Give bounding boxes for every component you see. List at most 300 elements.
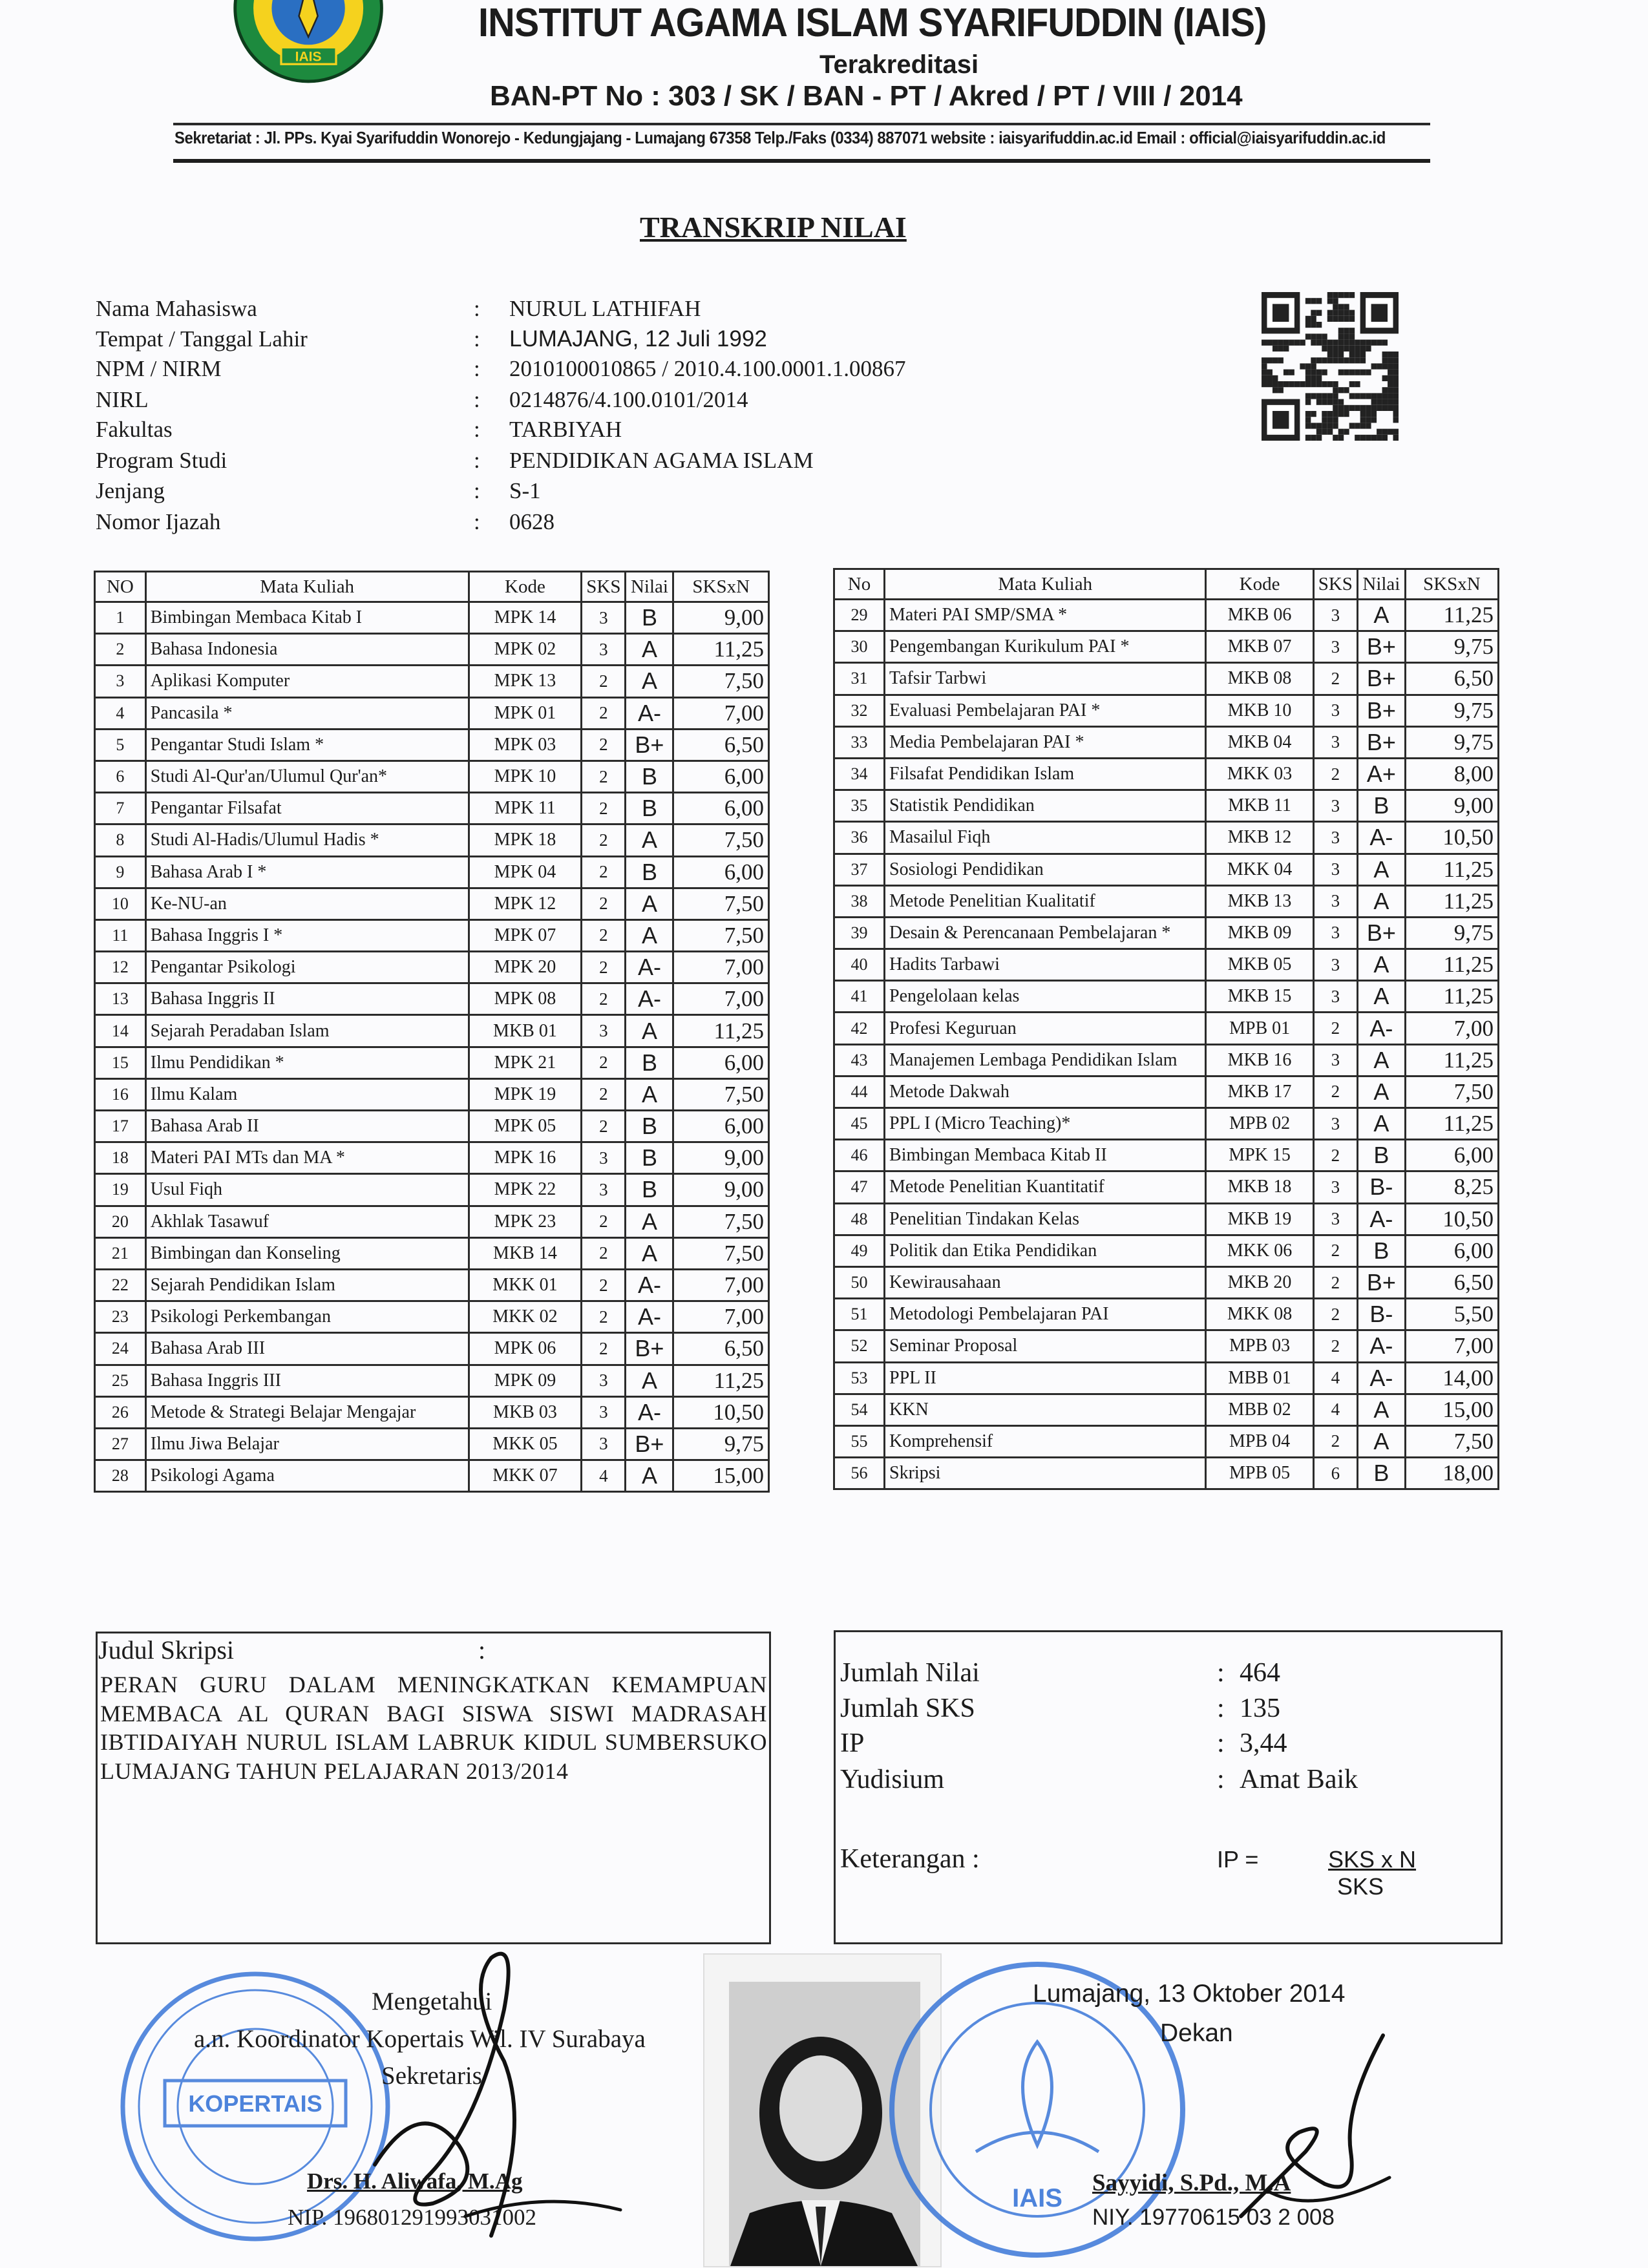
table-row <box>834 1362 1499 1394</box>
info-label: NIRL <box>96 387 149 412</box>
course-weighted: 9,00 <box>1405 790 1498 822</box>
info-colon: : <box>474 478 480 503</box>
column-header: Nilai <box>1357 569 1405 600</box>
course-grade: A <box>1357 1044 1405 1076</box>
course-code: MKB 03 <box>469 1396 582 1428</box>
course-weighted: 7,00 <box>673 952 769 983</box>
table-row <box>834 631 1499 663</box>
course-credits: 3 <box>1313 917 1357 949</box>
course-number: 10 <box>95 888 146 919</box>
course-name: Sosiologi Pendidikan <box>885 854 1206 885</box>
course-code: MPK 01 <box>469 697 582 729</box>
info-label: Nama Mahasiswa <box>96 296 257 321</box>
summary-colon: : <box>1217 1765 1225 1794</box>
course-weighted: 11,25 <box>673 1365 769 1396</box>
course-number: 38 <box>834 885 885 917</box>
course-credits: 2 <box>582 919 626 951</box>
course-grade: A- <box>1357 1203 1405 1235</box>
course-weighted: 5,50 <box>1405 1299 1498 1330</box>
table-row <box>95 1015 769 1047</box>
course-grade: A <box>626 1237 673 1269</box>
course-credits: 3 <box>1313 981 1357 1013</box>
grades-table-left <box>94 571 770 1493</box>
table-row <box>834 854 1499 885</box>
course-weighted: 6,50 <box>1405 663 1498 695</box>
course-number: 35 <box>834 790 885 822</box>
course-code: MKB 18 <box>1206 1171 1313 1203</box>
course-code: MKB 20 <box>1206 1266 1313 1298</box>
thesis-colon: : <box>478 1635 486 1664</box>
table-row <box>834 726 1499 758</box>
course-name: Bahasa Inggris III <box>145 1365 469 1396</box>
table-row <box>834 1458 1499 1489</box>
course-credits: 2 <box>582 888 626 919</box>
secretary-name: Drs. H. Aliwafa, M.Ag <box>307 2168 523 2194</box>
course-code: MPK 18 <box>469 824 582 856</box>
course-code: MKK 01 <box>469 1269 582 1301</box>
course-weighted: 6,00 <box>673 793 769 824</box>
course-number: 25 <box>95 1365 146 1396</box>
course-credits: 2 <box>582 1333 626 1365</box>
info-label: Jenjang <box>96 478 165 503</box>
column-header: Kode <box>469 572 582 602</box>
ip-formula-fraction <box>1328 1846 1417 1900</box>
column-header: No <box>834 569 885 600</box>
table-row <box>95 1174 769 1206</box>
course-name: Ilmu Jiwa Belajar <box>145 1428 469 1460</box>
course-code: MKB 13 <box>1206 885 1313 917</box>
column-header: NO <box>95 572 146 602</box>
course-name: Ke-NU-an <box>145 888 469 919</box>
table-row <box>834 917 1499 949</box>
course-number: 17 <box>95 1111 146 1142</box>
table-row <box>95 1460 769 1492</box>
student-info-row <box>96 356 1000 386</box>
course-code: MPK 22 <box>469 1174 582 1206</box>
course-weighted: 7,50 <box>673 919 769 951</box>
course-number: 53 <box>834 1362 885 1394</box>
course-weighted: 11,25 <box>1405 885 1498 917</box>
table-row <box>834 758 1499 790</box>
course-weighted: 7,50 <box>673 1237 769 1269</box>
coordinator-line: a.n. Koordinator Kopertais Wil. IV Surabaya <box>194 2025 646 2053</box>
formula-numerator: SKS x N <box>1328 1846 1417 1873</box>
course-code: MPK 11 <box>469 793 582 824</box>
info-value: S-1 <box>509 478 541 503</box>
info-colon: : <box>474 356 480 381</box>
course-credits: 3 <box>582 1365 626 1396</box>
summary-colon: : <box>1217 1658 1225 1688</box>
course-credits: 2 <box>582 666 626 697</box>
svg-text:KOPERTAIS: KOPERTAIS <box>188 2090 322 2117</box>
course-code: MKK 03 <box>1206 758 1313 790</box>
course-name: Ilmu Kalam <box>145 1078 469 1110</box>
course-grade: A <box>626 1206 673 1237</box>
table-row <box>834 1299 1499 1330</box>
course-number: 3 <box>95 666 146 697</box>
course-weighted: 10,50 <box>673 1396 769 1428</box>
dean-title: Dekan <box>1160 2019 1233 2047</box>
table-row <box>95 1301 769 1333</box>
course-number: 54 <box>834 1394 885 1425</box>
course-weighted: 8,25 <box>1405 1171 1498 1203</box>
course-code: MKB 14 <box>469 1237 582 1269</box>
course-name: KKN <box>885 1394 1206 1425</box>
course-grade: B <box>626 1142 673 1174</box>
info-label: NPM / NIRM <box>96 356 222 381</box>
course-number: 43 <box>834 1044 885 1076</box>
course-credits: 2 <box>582 983 626 1015</box>
course-credits: 2 <box>1313 1299 1357 1330</box>
course-grade: A- <box>626 1269 673 1301</box>
course-name: Skripsi <box>885 1458 1206 1489</box>
course-code: MKB 19 <box>1206 1203 1313 1235</box>
course-code: MPK 07 <box>469 919 582 951</box>
course-credits: 4 <box>1313 1394 1357 1425</box>
course-grade: A- <box>1357 822 1405 854</box>
course-number: 11 <box>95 919 146 951</box>
course-name: Pengembangan Kurikulum PAI * <box>885 631 1206 663</box>
course-name: Hadits Tarbawi <box>885 949 1206 981</box>
course-code: MPK 20 <box>469 952 582 983</box>
course-number: 44 <box>834 1076 885 1108</box>
course-credits: 3 <box>1313 1108 1357 1140</box>
course-grade: A <box>1357 1076 1405 1108</box>
course-weighted: 9,75 <box>1405 917 1498 949</box>
table-row <box>95 1142 769 1174</box>
course-name: Pengantar Psikologi <box>145 952 469 983</box>
summary-row <box>840 1764 1486 1800</box>
course-credits: 3 <box>1313 885 1357 917</box>
column-header: SKS <box>582 572 626 602</box>
course-code: MPK 16 <box>469 1142 582 1174</box>
summary-row <box>840 1657 1486 1693</box>
course-code: MKK 04 <box>1206 854 1313 885</box>
course-code: MPK 05 <box>469 1111 582 1142</box>
course-credits: 2 <box>1313 1076 1357 1108</box>
column-header: SKS <box>1313 569 1357 600</box>
column-header: Kode <box>1206 569 1313 600</box>
course-name: Pengantar Filsafat <box>145 793 469 824</box>
course-name: Evaluasi Pembelajaran PAI * <box>885 695 1206 726</box>
course-credits: 3 <box>1313 1203 1357 1235</box>
course-number: 7 <box>95 793 146 824</box>
svg-text:IAIS: IAIS <box>1012 2184 1062 2212</box>
course-credits: 2 <box>1313 758 1357 790</box>
course-credits: 2 <box>582 761 626 792</box>
info-label: Program Studi <box>96 448 227 473</box>
course-number: 51 <box>834 1299 885 1330</box>
info-label: Nomor Ijazah <box>96 509 221 534</box>
course-number: 4 <box>95 697 146 729</box>
course-grade: B+ <box>1357 1266 1405 1298</box>
secretary-title: Sekretaris <box>381 2062 482 2090</box>
course-name: PPL II <box>885 1362 1206 1394</box>
course-name: Materi PAI SMP/SMA * <box>885 600 1206 631</box>
course-number: 33 <box>834 726 885 758</box>
info-colon: : <box>474 326 480 352</box>
course-grade: A <box>626 824 673 856</box>
table-row <box>834 1235 1499 1266</box>
course-code: MKB 17 <box>1206 1076 1313 1108</box>
table-row <box>834 949 1499 981</box>
summary-value: 3,44 <box>1240 1728 1287 1758</box>
table-row <box>834 1108 1499 1140</box>
course-code: MBB 01 <box>1206 1362 1313 1394</box>
formula-denominator: SKS <box>1336 1873 1384 1900</box>
summary-value: 464 <box>1240 1658 1280 1688</box>
course-weighted: 18,00 <box>1405 1458 1498 1489</box>
acknowledged-label: Mengetahui <box>372 1988 492 2015</box>
course-name: Akhlak Tasawuf <box>145 1206 469 1237</box>
course-grade: B- <box>1357 1299 1405 1330</box>
course-name: PPL I (Micro Teaching)* <box>885 1108 1206 1140</box>
course-weighted: 6,00 <box>673 761 769 792</box>
course-code: MKB 10 <box>1206 695 1313 726</box>
secretariat-address: Sekretariat : Jl. PPs. Kyai Syarifuddin Wonorejo - Kedungjajang - Lumajang 67358 Telp./Faks (0334) 887071 website : iaisyarifuddin.ac.id Email : official@iaisyarifuddin.ac.id <box>174 128 1386 147</box>
course-credits: 3 <box>582 1396 626 1428</box>
course-grade: A <box>626 1015 673 1047</box>
table-row <box>834 885 1499 917</box>
course-name: Psikologi Perkembangan <box>145 1301 469 1333</box>
student-info-row <box>96 326 1000 356</box>
course-code: MKB 01 <box>469 1015 582 1047</box>
course-name: Pancasila * <box>145 697 469 729</box>
summary-colon: : <box>1217 1694 1225 1723</box>
course-grade: B+ <box>1357 726 1405 758</box>
course-grade: A <box>626 666 673 697</box>
course-grade: B <box>626 1111 673 1142</box>
course-credits: 4 <box>1313 1362 1357 1394</box>
secretary-signature <box>336 1932 646 2255</box>
qr-code <box>1262 292 1399 441</box>
course-credits: 3 <box>582 1142 626 1174</box>
course-credits: 3 <box>582 634 626 666</box>
course-credits: 2 <box>582 1206 626 1237</box>
course-number: 36 <box>834 822 885 854</box>
course-weighted: 9,75 <box>1405 695 1498 726</box>
course-number: 30 <box>834 631 885 663</box>
table-row <box>834 1203 1499 1235</box>
course-grade: A- <box>626 1396 673 1428</box>
course-grade: A <box>1357 981 1405 1013</box>
course-code: MPK 21 <box>469 1047 582 1078</box>
course-credits: 2 <box>582 697 626 729</box>
course-weighted: 11,25 <box>673 1015 769 1047</box>
info-colon: : <box>474 296 480 321</box>
course-weighted: 6,00 <box>673 1111 769 1142</box>
course-weighted: 7,50 <box>673 888 769 919</box>
table-row <box>95 888 769 919</box>
course-name: Sejarah Peradaban Islam <box>145 1015 469 1047</box>
course-weighted: 7,50 <box>673 824 769 856</box>
info-value: 2010100010865 / 2010.4.100.0001.1.00867 <box>509 356 906 381</box>
course-credits: 3 <box>1313 1171 1357 1203</box>
course-credits: 2 <box>1313 1425 1357 1457</box>
course-credits: 3 <box>1313 854 1357 885</box>
course-credits: 2 <box>1313 1266 1357 1298</box>
course-name: Filsafat Pendidikan Islam <box>885 758 1206 790</box>
course-number: 23 <box>95 1301 146 1333</box>
course-number: 2 <box>95 634 146 666</box>
course-weighted: 11,25 <box>1405 981 1498 1013</box>
info-value: NURUL LATHIFAH <box>509 296 701 321</box>
course-name: Bahasa Arab I * <box>145 856 469 888</box>
course-grade: B+ <box>1357 695 1405 726</box>
course-number: 15 <box>95 1047 146 1078</box>
course-credits: 2 <box>1313 1013 1357 1044</box>
course-name: Psikologi Agama <box>145 1460 469 1492</box>
course-credits: 3 <box>582 602 626 634</box>
course-credits: 2 <box>582 1078 626 1110</box>
course-credits: 2 <box>1313 1235 1357 1266</box>
course-name: Bimbingan Membaca Kitab II <box>885 1140 1206 1171</box>
course-code: MPK 23 <box>469 1206 582 1237</box>
course-weighted: 7,50 <box>673 1078 769 1110</box>
course-code: MPK 09 <box>469 1365 582 1396</box>
course-name: Materi PAI MTs dan MA * <box>145 1142 469 1174</box>
course-code: MPB 01 <box>1206 1013 1313 1044</box>
course-grade: B- <box>1357 1171 1405 1203</box>
table-row <box>95 1365 769 1396</box>
student-info-row <box>96 417 1000 446</box>
column-header: SKSxN <box>673 572 769 602</box>
table-row <box>95 697 769 729</box>
course-name: Metode Dakwah <box>885 1076 1206 1108</box>
table-row <box>834 695 1499 726</box>
dean-name: Sayyidi, S.Pd., M.A <box>1092 2170 1291 2196</box>
table-row <box>834 1044 1499 1076</box>
ip-formula-label: IP = <box>1217 1846 1259 1873</box>
dean-signature <box>1228 2022 1409 2236</box>
course-number: 21 <box>95 1237 146 1269</box>
course-weighted: 6,50 <box>673 729 769 761</box>
summary-value: Amat Baik <box>1240 1765 1358 1794</box>
summary-row <box>840 1728 1486 1763</box>
course-weighted: 9,75 <box>673 1428 769 1460</box>
course-code: MPK 19 <box>469 1078 582 1110</box>
svg-text:IAIS: IAIS <box>295 49 322 65</box>
course-number: 56 <box>834 1458 885 1489</box>
course-grade: A- <box>626 1301 673 1333</box>
course-weighted: 9,00 <box>673 602 769 634</box>
course-weighted: 6,00 <box>1405 1140 1498 1171</box>
course-number: 28 <box>95 1460 146 1492</box>
course-number: 22 <box>95 1269 146 1301</box>
document-title: TRANSKRIP NILAI <box>640 211 907 244</box>
course-name: Masailul Fiqh <box>885 822 1206 854</box>
course-weighted: 15,00 <box>1405 1394 1498 1425</box>
course-weighted: 9,75 <box>1405 631 1498 663</box>
course-credits: 4 <box>582 1460 626 1492</box>
course-name: Bahasa Indonesia <box>145 634 469 666</box>
course-grade: B+ <box>1357 663 1405 695</box>
table-row <box>95 1111 769 1142</box>
course-number: 34 <box>834 758 885 790</box>
table-row <box>95 856 769 888</box>
course-number: 5 <box>95 729 146 761</box>
course-credits: 3 <box>582 1428 626 1460</box>
course-credits: 3 <box>582 1174 626 1206</box>
course-grade: B+ <box>626 1428 673 1460</box>
course-credits: 2 <box>1313 1140 1357 1171</box>
course-credits: 3 <box>1313 600 1357 631</box>
institute-logo <box>217 0 401 84</box>
course-name: Bahasa Arab II <box>145 1111 469 1142</box>
course-name: Metode Penelitian Kualitatif <box>885 885 1206 917</box>
course-credits: 2 <box>1313 663 1357 695</box>
course-number: 1 <box>95 602 146 634</box>
course-name: Sejarah Pendidikan Islam <box>145 1269 469 1301</box>
table-row <box>834 790 1499 822</box>
course-credits: 3 <box>1313 631 1357 663</box>
course-number: 55 <box>834 1425 885 1457</box>
course-credits: 2 <box>582 1047 626 1078</box>
course-number: 40 <box>834 949 885 981</box>
header-rule <box>173 123 1430 125</box>
course-credits: 2 <box>582 729 626 761</box>
course-code: MKK 05 <box>469 1428 582 1460</box>
info-value: PENDIDIKAN AGAMA ISLAM <box>509 448 814 473</box>
course-credits: 2 <box>582 1269 626 1301</box>
table-row <box>95 1269 769 1301</box>
course-grade: A <box>1357 1394 1405 1425</box>
course-grade: A <box>626 1460 673 1492</box>
course-code: MKB 08 <box>1206 663 1313 695</box>
course-grade: A <box>1357 949 1405 981</box>
column-header: Mata Kuliah <box>885 569 1206 600</box>
info-value: 0628 <box>509 509 555 534</box>
table-row <box>95 761 769 792</box>
course-credits: 2 <box>582 1301 626 1333</box>
course-weighted: 11,25 <box>673 634 769 666</box>
course-name: Bahasa Inggris I * <box>145 919 469 951</box>
course-weighted: 11,25 <box>1405 949 1498 981</box>
course-code: MPK 10 <box>469 761 582 792</box>
table-row <box>834 1330 1499 1362</box>
course-grade: B <box>626 793 673 824</box>
course-grade: A- <box>626 697 673 729</box>
info-colon: : <box>474 417 480 442</box>
table-row <box>95 1078 769 1110</box>
course-weighted: 10,50 <box>1405 1203 1498 1235</box>
table-row <box>834 822 1499 854</box>
course-weighted: 9,00 <box>673 1174 769 1206</box>
course-name: Aplikasi Komputer <box>145 666 469 697</box>
dean-niy: NIY. 19770615 03 2 008 <box>1092 2205 1335 2230</box>
table-row <box>95 666 769 697</box>
course-code: MKB 04 <box>1206 726 1313 758</box>
course-name: Pengantar Studi Islam * <box>145 729 469 761</box>
course-number: 14 <box>95 1015 146 1047</box>
table-row <box>95 824 769 856</box>
course-credits: 2 <box>582 824 626 856</box>
course-number: 27 <box>95 1428 146 1460</box>
table-row <box>834 663 1499 695</box>
accreditation-status: Terakreditasi <box>819 50 979 79</box>
course-name: Politik dan Etika Pendidikan <box>885 1235 1206 1266</box>
student-info-row <box>96 509 1000 539</box>
course-name: Usul Fiqh <box>145 1174 469 1206</box>
info-colon: : <box>474 509 480 534</box>
info-colon: : <box>474 448 480 473</box>
table-row <box>834 1013 1499 1044</box>
course-number: 18 <box>95 1142 146 1174</box>
course-number: 39 <box>834 917 885 949</box>
course-code: MKB 09 <box>1206 917 1313 949</box>
summary-label: Jumlah SKS <box>840 1694 975 1723</box>
institution-name: INSTITUT AGAMA ISLAM SYARIFUDDIN (IAIS) <box>478 1 1267 45</box>
